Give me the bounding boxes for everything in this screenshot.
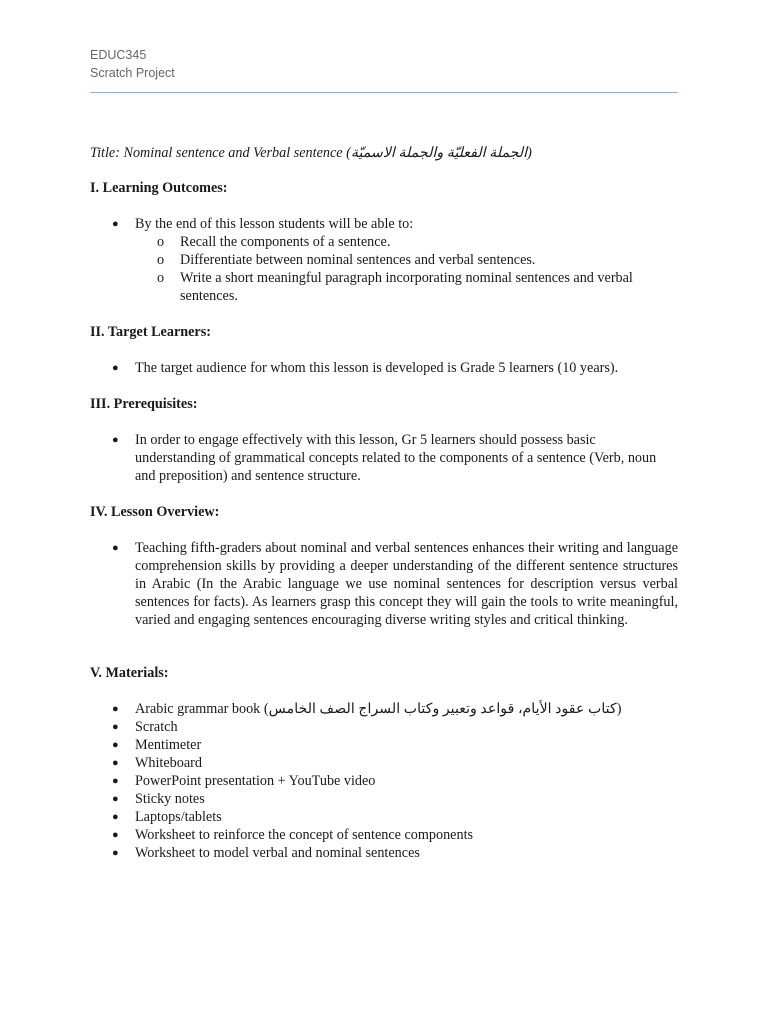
- learners-item: ● The target audience for whom this lesson is developed is Grade 5 learners (10 years).: [90, 359, 678, 377]
- lesson-title: [90, 144, 678, 162]
- outcomes-intro-text: By the end of this lesson students will be able to:: [135, 216, 414, 232]
- book-close: ): [616, 701, 622, 717]
- overview-heading: IV. Lesson Overview:: [90, 504, 220, 520]
- outcomes-sublist: [135, 233, 678, 305]
- title-arabic: الجملة الفعليّة والجملة الاسميّة: [350, 145, 528, 161]
- materials-item-book: [90, 700, 678, 718]
- materials-heading: V. Materials:: [90, 665, 169, 681]
- document-body: [90, 144, 678, 862]
- materials-item: ● Sticky notes: [90, 790, 678, 808]
- materials-item: ● Worksheet to model verbal and nominal sentences: [90, 844, 678, 862]
- title-english: Title: Nominal sentence and Verbal sentence (: [90, 145, 351, 161]
- materials-item: ● Whiteboard: [90, 754, 678, 772]
- outcome-item: o Write a short meaningful paragraph incorporating nominal sentences and verbal sentences.: [135, 269, 678, 305]
- page-header: [90, 46, 175, 82]
- learners-heading: II. Target Learners:: [90, 324, 211, 340]
- outcomes-list: [90, 215, 678, 305]
- prereq-item: ● In order to engage effectively with this lesson, Gr 5 learners should possess basic understanding of grammatical concepts related to the components of a sentence (Verb, noun and preposition) and sentence structure.: [90, 431, 678, 485]
- materials-list: [90, 700, 678, 862]
- overview-list: [90, 539, 678, 629]
- title-close: ): [527, 145, 532, 161]
- course-code: EDUC345: [90, 48, 147, 62]
- outcome-item: o Differentiate between nominal sentences and verbal sentences.: [135, 251, 678, 269]
- header-divider: [90, 92, 678, 93]
- materials-item: ● Laptops/tablets: [90, 808, 678, 826]
- overview-item: ● Teaching fifth-graders about nominal and verbal sentences enhances their writing and language comprehension skills by providing a deeper understanding of the different sentence structures in Arabic (In the Arabic language we use nominal sentences for description versus verbal sentences for facts). As learners grasp this concept they will gain the tools to write meaningful, varied and engaging sentences encouraging diverse writing styles and critical thinking.: [90, 539, 678, 629]
- outcome-item: o Recall the components of a sentence.: [135, 233, 678, 251]
- project-name: Scratch Project: [90, 66, 175, 80]
- book-arabic: كتاب عقود الأيام، قواعد وتعبير وكتاب السراج الصف الخامس: [268, 701, 617, 717]
- prereq-list: [90, 431, 678, 485]
- book-english: Arabic grammar book (: [135, 701, 269, 717]
- materials-item: ● Scratch: [90, 718, 678, 736]
- learners-list: [90, 359, 678, 377]
- materials-item: ● Mentimeter: [90, 736, 678, 754]
- prereq-heading: III. Prerequisites:: [90, 396, 198, 412]
- outcomes-intro: [90, 215, 678, 305]
- materials-item: ● Worksheet to reinforce the concept of sentence components: [90, 826, 678, 844]
- outcomes-heading: I. Learning Outcomes:: [90, 180, 228, 196]
- materials-item: ● PowerPoint presentation + YouTube video: [90, 772, 678, 790]
